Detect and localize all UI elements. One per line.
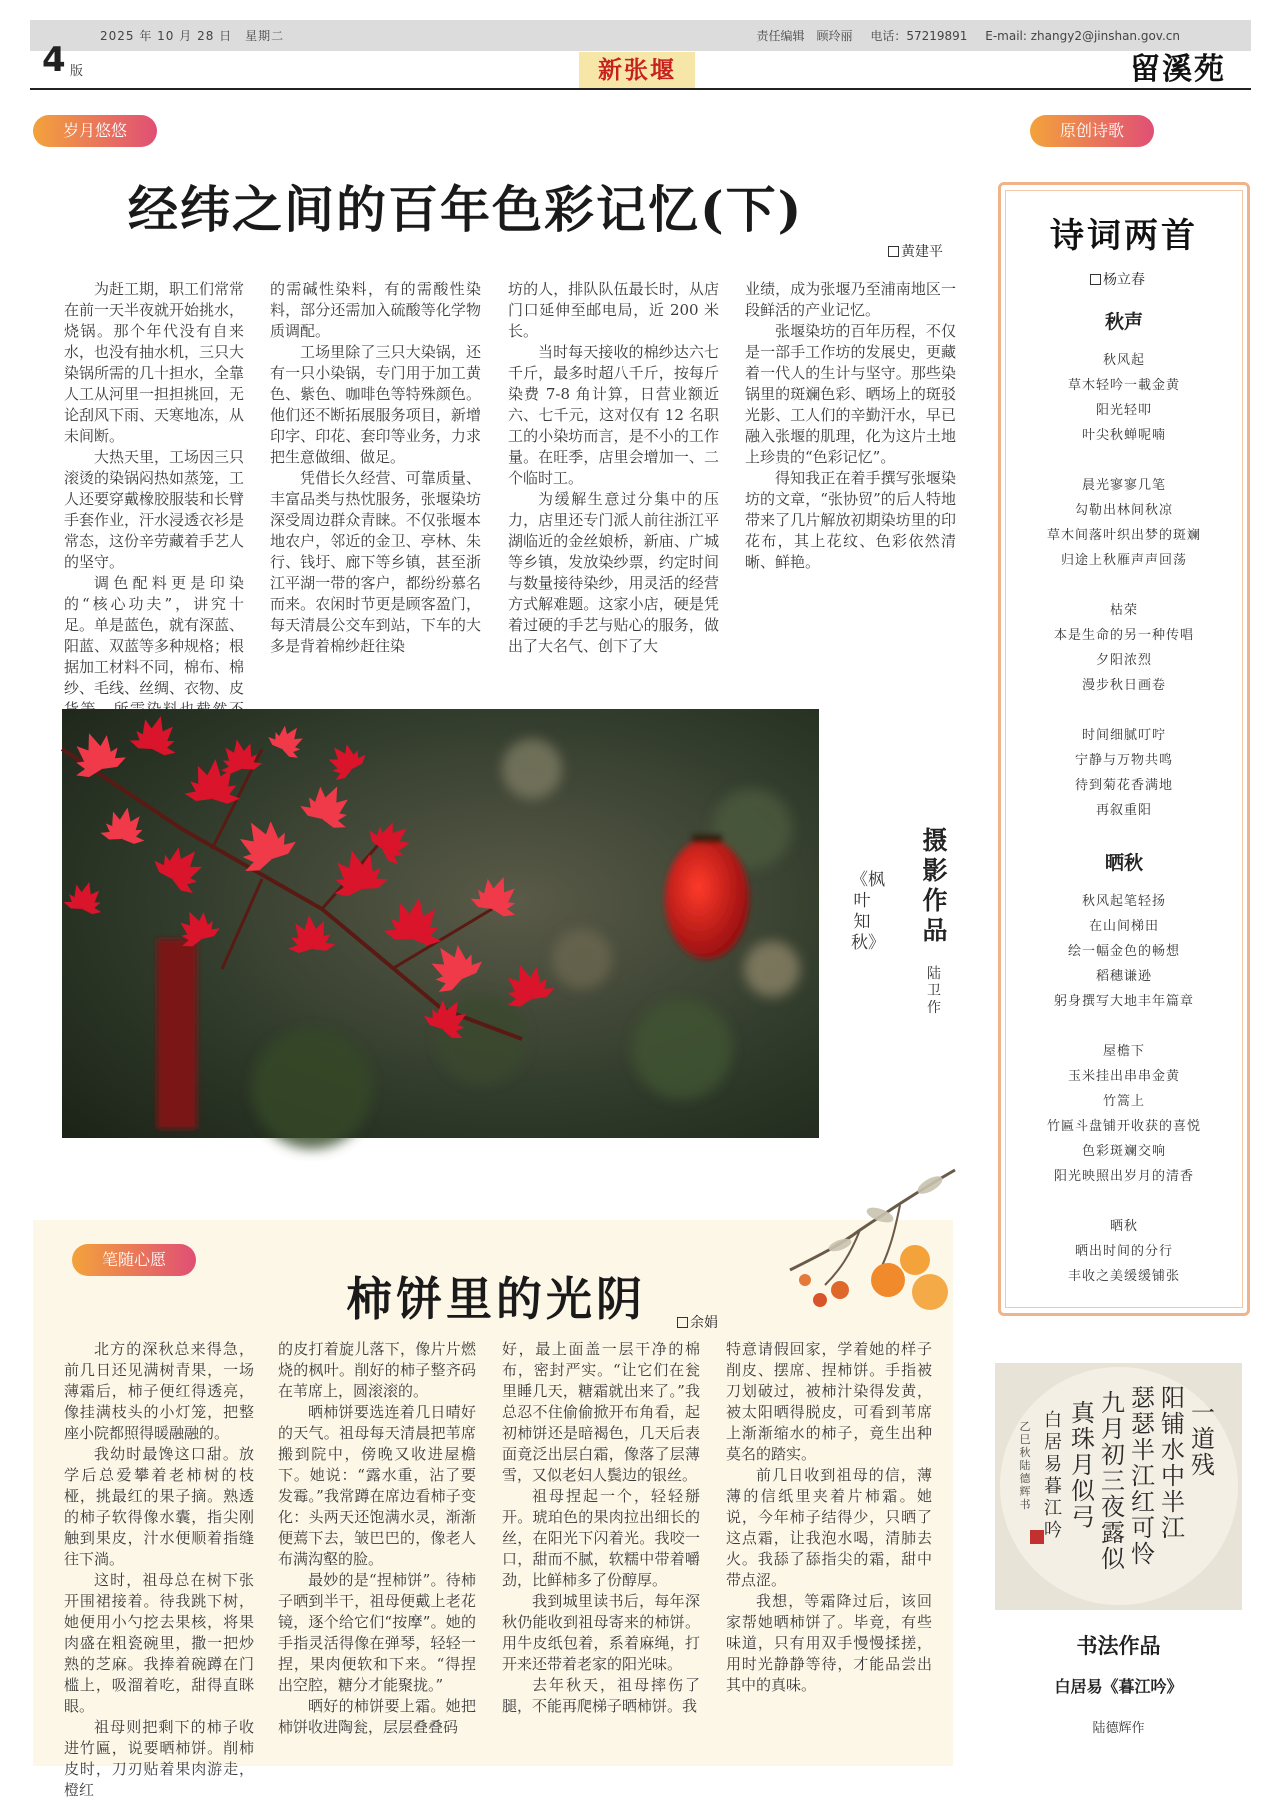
poems-byline (1090, 269, 1145, 289)
poem-line: 草木轻吟一載金黄 (1067, 378, 1180, 393)
poem-line: 再叙重阳 (1095, 803, 1152, 818)
section-name: 留溪苑 (1130, 52, 1226, 87)
poem2-stanza (998, 1214, 1250, 1289)
poem1-title: 秋声 (1104, 311, 1143, 333)
paragraph: 工场里除了三只大染锅，还有一只小染锅，专门用于加工黄色、紫色、咖啡色等特殊颜色。他们还不断拓展服务项目，新增印字、印花、套印等业务，力求把生意做细、做足。 (270, 343, 481, 466)
paragraph: 张堰染坊的百年历程，不仅是一部手工作坊的发展史，更藏着一代人的生计与坚守。那些染锅里的斑斓色彩、晒场上的斑驳光影、工人们的辛勤汗水，早已融入张堰的肌理，化为这片土地上珍贵的“色彩记忆”。 (745, 322, 956, 466)
article2-column-3 (502, 1339, 700, 1759)
poem-line: 归途上秋雁声声回荡 (1060, 553, 1187, 568)
calligraphy-work: 白居易《暮江吟》 (1054, 1677, 1183, 1696)
poem-line: 屋檐下 (1102, 1044, 1145, 1059)
calligraphy-column: 九月初三夜露似 (1101, 1389, 1125, 1573)
paragraph: 调色配料更是印染的“核心功夫”，讲究十足。单是蓝色，就有深蓝、阳蓝、双蓝等多种规格；根据加工材料不同，棉布、棉纱、毛线、丝绸、衣物、皮 (64, 574, 245, 697)
article1-column-1 (64, 279, 245, 697)
poem-line: 丰收之美缓缓铺张 (1067, 1269, 1180, 1284)
poem1-stanza (998, 473, 1250, 573)
paragraph: 好，最上面盖一层干净的棉布，密封严实。“让它们在瓮里睡几天，糖霜就出来了。”我总忍不住偷偷掀开布角看，起初柿饼还是暗褐色，几天后表面竟泛出层白霜，像落了层薄雪，又似老妇人鬓边的银丝。 (502, 1340, 700, 1484)
paragraph: 前几日收到祖母的信，薄薄的信纸里夹着片柿霜。她说，今年柿子结得少，只晒了这点霜，让我泡水喝，清肺去火。我舔了舔指尖的霜，甜中带点涩。 (726, 1466, 932, 1589)
poem1-stanza (998, 348, 1250, 448)
paragraph: 祖母则把剩下的柿子收进竹匾，说要晒柿饼。削柿皮时，刀刃贴着果肉游走，橙红 (64, 1718, 254, 1799)
poem-line: 色彩斑斓交响 (1081, 1144, 1166, 1159)
paragraph: 去年秋天，祖母摔伤了腿，不能再爬梯子晒柿饼。我 (502, 1676, 700, 1715)
poem-line: 夕阳浓烈 (1095, 653, 1152, 668)
calligraphy-author: 陆德辉作 (1092, 1721, 1145, 1736)
byline-box-icon (888, 246, 899, 257)
poem-line: 阳光映照出岁月的清香 (1053, 1169, 1194, 1184)
calligraphy-column: 白居易暮江吟 (1044, 1410, 1062, 1541)
paragraph: 大热天里，工场因三只滚烫的染锅闷热如蒸笼，工人还要穿戴橡胶服装和长臂手套作业，汗水浸透衣衫是常态，这份辛劳藏着手艺人的坚守。 (64, 448, 245, 571)
poem1-stanza (998, 598, 1250, 698)
article1-column-3 (508, 279, 719, 657)
paragraph: 特意请假回家，学着她的样子削皮、摆席、捏柿饼。手指被刀划破过，被柿汁染得发黄，被太阳晒得脱皮，可看到苇席上渐渐缩水的柿子，竟生出种莫名的踏实。 (726, 1340, 932, 1463)
poems-author: 杨立春 (1103, 272, 1145, 288)
poem-line: 阳光轻叩 (1095, 403, 1152, 418)
editor-email: E-mail: zhangy2@jinshan.gov.cn (985, 29, 1180, 43)
poem-line: 躬身撰写大地丰年篇章 (1053, 994, 1194, 1009)
poem-line: 绘一幅金色的畅想 (1067, 944, 1180, 959)
poem-line: 待到菊花香满地 (1074, 778, 1173, 793)
poem1-stanza (998, 723, 1250, 823)
paragraph: 为赶工期，职工们常常在前一天半夜就开始挑水，烧锅。那个年代没有自来水，也没有抽水机，三只大染锅所需的几十担水，全靠人工从河里一担担挑回，无论刮风下雨、天寒地冻，从未间断。 (64, 280, 245, 445)
poem-line: 晒秋 (1109, 1219, 1138, 1234)
article2-byline (677, 1312, 718, 1332)
paragraph: 的皮打着旋儿落下，像片片燃烧的枫叶。削好的柿子整齐码在苇席上，圆滚滚的。 (278, 1340, 476, 1400)
poems-title: 诗词两首 (1050, 216, 1198, 256)
seal-stamp-icon (1030, 1530, 1044, 1544)
column-tag-poetry: 原创诗歌 (1030, 115, 1154, 147)
maple-leaves-image (62, 709, 819, 1138)
poem-line: 晨光寥寥几笔 (1081, 478, 1166, 493)
article2-title: 柿饼里的光阴 (346, 1272, 646, 1326)
paragraph: 晒柿饼要选连着几日晴好的天气。祖母每天清晨把苇席搬到院中，傍晚又收进屋檐下。她说：“露水重，沾了要发霉。”我常蹲在席边看柿子变化：头两天还饱满水灵，渐渐便蔫下去，皱巴巴的，像老人布满沟壑的脸。 (278, 1403, 476, 1568)
maple-photo (62, 709, 819, 1138)
paragraph: 的需碱性染料，有的需酸性染料，部分还需加入硫酸等化学物质调配。 (270, 280, 481, 340)
byline-box-icon (1090, 274, 1101, 285)
paragraph: 业绩，成为张堰乃至浦南地区一段鲜活的产业记忆。 (745, 280, 956, 319)
article1-byline (888, 241, 943, 261)
calligraphy-label: 书法作品 (1076, 1634, 1161, 1658)
poem-line: 玉米挂出串串金黄 (1067, 1069, 1180, 1084)
photo-title: 《枫叶知秋》 (851, 870, 885, 953)
poem-line: 勾勒出林间秋凉 (1074, 503, 1173, 518)
editor-info (742, 27, 1180, 44)
article2-column-2 (278, 1339, 476, 1759)
paragraph: 北方的深秋总来得急，前几日还见满树青果，一场薄霜后，柿子便红得透亮，像挂满枝头的小灯笼，把整座小院都照得暖融融的。 (64, 1340, 254, 1442)
byline-box-icon (677, 1317, 688, 1328)
poem2-stanza (998, 889, 1250, 1014)
article2-column-1 (64, 1339, 254, 1799)
newspaper-logo: 新张堰 (579, 52, 695, 88)
header-rule (30, 88, 1251, 90)
poem-line: 宁静与万物共鸣 (1074, 753, 1173, 768)
article1-column-4 (745, 279, 956, 657)
poem-line: 晒出时间的分行 (1074, 1244, 1173, 1259)
poem-line: 稻穗谦逊 (1095, 969, 1152, 984)
paragraph: 祖母捏起一个，轻轻掰开。琥珀色的果肉拉出细长的丝，在阳光下闪着光。我咬一口，甜而不腻，软糯中带着嚼劲，比鲜柿多了份醇厚。 (502, 1487, 700, 1589)
poem-line: 枯荣 (1109, 603, 1138, 618)
issue-date: 2025 年 10 月 28 日 星期二 (100, 29, 285, 43)
poem2-stanza (998, 1039, 1250, 1189)
poem-line: 草木间落叶织出梦的斑斓 (1046, 528, 1201, 543)
paragraph: 我到城里读书后，每年深秋仍能收到祖母寄来的柿饼。用牛皮纸包着，系着麻绳，打开来还带着老家的阳光味。 (502, 1592, 700, 1673)
poem-line: 叶尖秋蝉呢喃 (1081, 428, 1166, 443)
calligraphy-column: 真珠月似弓 (1071, 1399, 1095, 1531)
column-tag-suiyue: 岁月悠悠 (33, 115, 157, 147)
poem2-title: 晒秋 (1104, 852, 1143, 874)
editor-name: 责任编辑 顾玲丽 (756, 29, 853, 43)
article1-title: 经纬之间的百年色彩记忆(下) (128, 180, 804, 239)
poem-line: 秋风起 (1102, 353, 1145, 368)
paragraph: 凭借长久经营、可靠质量、丰富品类与热忱服务，张堰染坊深受周边群众青睐。不仅张堰本地农户，邻近的金卫、亭林、朱行、钱圩、廊下等乡镇，甚至浙江平湖一带的客户，都纷纷慕名而来。农闲时节更是顾客盈门，每天清晨公交车到站，下车的大多是背着棉纱赶往染 (270, 469, 481, 655)
calligraphy-column: 瑟瑟半江红可怜 (1131, 1384, 1155, 1568)
calligraphy-column: 阳铺水中半江 (1161, 1384, 1185, 1542)
page-unit: 版 (70, 64, 84, 79)
page-number: 4 (42, 40, 66, 80)
paragraph: 晒好的柿饼要上霜。她把柿饼收进陶瓮，层层叠叠码 (278, 1697, 476, 1736)
column-tag-essay: 笔随心愿 (72, 1244, 196, 1276)
poem-line: 秋风起笔轻扬 (1081, 894, 1166, 909)
editor-phone: 电话：57219891 (870, 29, 968, 43)
poem-line: 在山间梯田 (1088, 919, 1159, 934)
poem-line: 本是生命的另一种传唱 (1053, 628, 1194, 643)
paragraph: 得知我正在着手撰写张堰染坊的文章，“张协贸”的后人特地带来了几片解放初期染坊里的印花布，其上花纹、色彩依然清晰、鲜艳。 (745, 469, 956, 571)
photo-heading: 摄影作品 (922, 826, 948, 945)
poem-line: 竹篙上 (1102, 1094, 1145, 1109)
calligraphy-column: 一道残 (1191, 1399, 1215, 1479)
article1-author: 黄建平 (901, 244, 943, 260)
poem-line: 时间细腻叮咛 (1081, 728, 1166, 743)
paragraph: 为缓解生意过分集中的压力，店里还专门派人前往浙江平湖临近的金丝娘桥，新庙、广城等乡镇，发放染纱票，约定时间与数量接待染纱，用灵活的经营方式解难题。这家小店，硬是凭着过硬的手艺与贴心的服务，做出了大名气、创下了大 (508, 490, 719, 655)
paragraph: 我幼时最馋这口甜。放学后总爱攀着老柿树的枝桠，挑最红的果子摘。熟透的柿子软得像水囊，指尖刚触到果皮，汁水便顺着指缝往下淌。 (64, 1445, 254, 1568)
paragraph: 最妙的是“捏柿饼”。待柿子晒到半干，祖母便戴上老花镜，逐个给它们“按摩”。她的手指灵活得像在弹琴，轻轻一捏，果肉便软和下来。“得捏出空腔，糖分才能聚拢。” (278, 1571, 476, 1694)
article2-column-4 (726, 1339, 932, 1759)
paragraph: 我想，等霜降过后，该回家帮她晒柿饼了。毕竟，有些味道，只有用双手慢慢揉搓，用时光静静等待，才能品尝出其中的真味。 (726, 1592, 932, 1694)
photo-author: 陆卫作 (927, 966, 941, 1016)
poem-line: 漫步秋日画卷 (1081, 678, 1166, 693)
paragraph: 当时每天接收的棉纱达六七千斤，最多时超八千斤，按每斤染费 7-8 角计算，日营业额近六、七千元，这对仅有 12 名职工的小染坊而言，是不小的工作量。在旺季，店里会增加一、二个临时工。 (508, 343, 719, 487)
article2-author: 余娟 (690, 1315, 718, 1331)
paragraph: 坊的人，排队队伍最长时，从店门口延伸至邮电局，近 200 米长。 (508, 280, 719, 340)
poem-line: 竹匾斗盘铺开收获的喜悦 (1046, 1119, 1201, 1134)
calligraphy-signature: 乙巳秋陆德辉书 (1019, 1420, 1031, 1511)
paragraph: 这时，祖母总在树下张开围裙接着。待我跳下树，她便用小勺挖去果核，将果肉盛在粗瓷碗里，撒一把炒熟的芝麻。我捧着碗蹲在门槛上，吸溜着吃，甜得直眯眼。 (64, 1571, 254, 1715)
article1-column-2 (270, 279, 481, 657)
persimmon-branch-illustration (780, 1160, 960, 1320)
